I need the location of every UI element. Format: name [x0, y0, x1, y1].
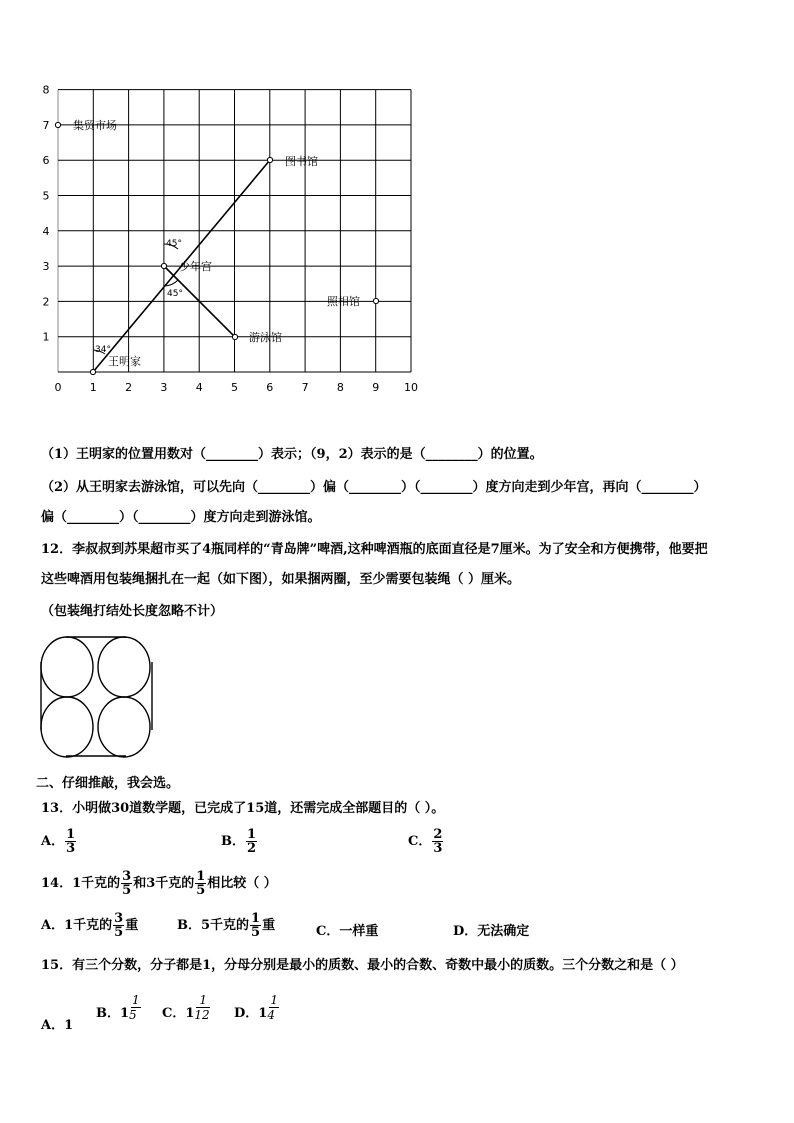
- q15-option-d-den: 4: [267, 1008, 275, 1022]
- q11-part2-line2: 偏（________）（________）度方向走到游泳馆。: [41, 510, 321, 525]
- x-tick-label: 5: [231, 381, 238, 394]
- angle-label-home: 34°: [95, 345, 111, 355]
- label-library: 图书馆: [285, 155, 318, 168]
- bottle-bottom-right: [98, 697, 150, 757]
- y-tick-label: 1: [42, 330, 50, 344]
- q13-option-c-den: 3: [433, 841, 443, 856]
- x-tick-label: 3: [160, 381, 168, 394]
- q14-option-b-pre: B．5千克的: [177, 918, 250, 933]
- q14-option-b-den: 5: [251, 925, 261, 940]
- q12-stem-line2: 这些啤酒用包装绳捆扎在一起（如下图），如果捆两圈，至少需要包装绳（ ）厘米。: [41, 572, 521, 587]
- y-tick-label: 7: [42, 118, 50, 132]
- q15-option-d-num: 1: [270, 993, 278, 1007]
- x-tick-label: 4: [195, 381, 203, 394]
- q13-option-a-num: 1: [66, 827, 76, 842]
- q12-note: （包装绳打结处长度忽略不计）: [41, 604, 224, 619]
- q14-option-a-pre: A．1千克的: [41, 918, 113, 933]
- x-tick-label: 8: [336, 381, 344, 394]
- point-photo-studio: [373, 298, 378, 303]
- x-tick-label: 1: [89, 381, 97, 394]
- q13-option-c-label: C．: [408, 834, 432, 849]
- x-tick-label: 6: [266, 381, 274, 394]
- bottle-top-left: [41, 637, 93, 697]
- q14-option-a-den: 5: [114, 925, 124, 940]
- y-tick-label: 3: [42, 260, 50, 274]
- q15-option-b[interactable]: [96, 993, 143, 1023]
- q14-option-c[interactable]: C．一样重: [316, 924, 379, 939]
- q15-option-d[interactable]: [234, 993, 281, 1023]
- q15-option-b-num: 1: [132, 993, 140, 1007]
- point-home: [90, 369, 95, 374]
- q11-part2-line1: （2）从王明家去游泳馆，可以先向（________）偏（________）（________）度方向走到少年宫，再向（________）: [41, 480, 707, 495]
- angle-labels: [95, 239, 183, 355]
- label-home: 王明家: [108, 355, 141, 368]
- q14-f2-den: 5: [196, 883, 206, 898]
- q15-option-a[interactable]: A．1: [41, 1018, 74, 1033]
- q13-option-b-den: 2: [247, 841, 257, 856]
- y-tick-label: 8: [42, 83, 50, 97]
- q15-option-b-den: 5: [129, 1008, 137, 1022]
- y-tick-label: 2: [42, 295, 50, 309]
- q12-stem-line1: 12．李叔叔到苏果超市买了4瓶同样的“青岛牌”啤酒,这种啤酒瓶的底面直径是7厘米。为了安全和方便携带，他要把: [41, 542, 708, 557]
- q14-stem-mid: 和3千克的: [133, 876, 195, 891]
- q13-option-c[interactable]: [408, 828, 444, 855]
- q11-part1: （1）王明家的位置用数对（________）表示；（9，2）表示的是（________）的位置。: [41, 447, 543, 462]
- x-tick-label: 0: [54, 381, 62, 394]
- q13-option-a[interactable]: [41, 828, 77, 855]
- q13-stem: 13．小明做30道数学题，已完成了15道，还需完成全部题目的（ ）。: [41, 801, 445, 816]
- q14-option-a-post: 重: [125, 918, 139, 933]
- q15-option-d-label: D．1: [234, 1006, 268, 1021]
- point-library: [267, 157, 272, 162]
- angle-arcs: [93, 244, 178, 354]
- angle-label-upper: 45°: [166, 239, 182, 249]
- q14-stem-post: 相比较（ ）: [207, 876, 277, 891]
- q14-option-b[interactable]: [177, 912, 275, 939]
- x-tick-label: 2: [125, 381, 133, 394]
- point-market: [55, 122, 60, 127]
- q13-option-b-num: 1: [247, 827, 257, 842]
- q14-f1-den: 5: [122, 883, 132, 898]
- coordinate-grid-figure: [0, 0, 794, 420]
- y-tick-label: 5: [42, 189, 50, 203]
- q13-option-a-den: 3: [66, 841, 76, 856]
- q14-stem-pre: 14．1千克的: [41, 876, 121, 891]
- q14-option-d[interactable]: D．无法确定: [453, 924, 530, 939]
- label-pool: 游泳馆: [249, 331, 282, 344]
- label-photo-studio: 照相馆: [327, 295, 360, 308]
- x-tick-label: 10: [404, 381, 418, 394]
- q13-option-b-label: B．: [221, 834, 245, 849]
- label-youth-palace: 少年宫: [179, 260, 212, 273]
- q15-option-c-num: 1: [199, 993, 208, 1007]
- q15-option-c[interactable]: [162, 993, 212, 1023]
- q15-option-c-den: 12: [194, 1008, 210, 1022]
- point-pool: [232, 334, 237, 339]
- x-tick-label: 7: [301, 381, 309, 394]
- y-tick-label: 6: [42, 154, 50, 168]
- q13-option-a-label: A．: [41, 834, 65, 849]
- q14-option-a-num: 3: [114, 911, 124, 926]
- q13-option-c-num: 2: [433, 827, 443, 842]
- q15-option-b-label: B．1: [96, 1006, 130, 1021]
- point-youth-palace: [161, 263, 166, 268]
- section2-heading: 二、仔细推敲，我会选。: [36, 776, 180, 791]
- q14-option-a[interactable]: [41, 912, 138, 939]
- x-tick-label: 9: [372, 381, 380, 394]
- y-tick-label: 4: [42, 224, 50, 238]
- q13-option-b[interactable]: [221, 828, 258, 855]
- bottle-bottom-left: [41, 697, 93, 757]
- q14-stem: [41, 870, 277, 897]
- q14-option-b-post: 重: [262, 918, 276, 933]
- q15-stem: 15．有三个分数，分子都是1，分母分别是最小的质数、最小的合数、奇数中最小的质数。三个分数之和是（ ）: [41, 958, 684, 973]
- q14-option-b-num: 1: [251, 911, 261, 926]
- q14-f2-num: 1: [196, 869, 206, 884]
- q15-option-c-label: C．1: [162, 1006, 195, 1021]
- bottles-bundle-figure: [36, 634, 156, 760]
- angle-label-lower: 45°: [167, 289, 183, 299]
- label-market: 集贸市场: [73, 119, 117, 132]
- q14-f1-num: 3: [122, 869, 132, 884]
- place-labels: [73, 118, 360, 368]
- bottle-top-right: [98, 637, 150, 697]
